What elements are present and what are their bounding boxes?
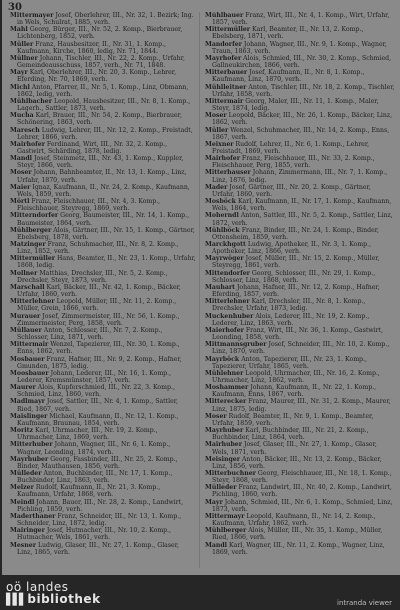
directory-entry	[205, 198, 395, 212]
entry-details: Anton, Sattler, III., Nr. 5, 2. Komp., Sattler, Linz, 1872, verh.	[212, 212, 393, 227]
directory-entry	[10, 284, 196, 298]
entry-name: Mörtl	[10, 198, 30, 206]
entry-name: Meindl	[10, 498, 35, 506]
directory-entry	[205, 341, 395, 355]
directory-entry	[205, 427, 395, 441]
entry-details: Josef, Oberlehrer, III., Nr. 32, 1. Bezirk; Ing. in Wels, Schulrat, 1885, verh.	[17, 12, 194, 27]
entry-details: Johann, Schmied, III., Nr. 6, 1. Komp., Schmied, Linz, 1873, verh.	[212, 498, 393, 513]
directory-entry	[10, 184, 196, 198]
directory-entry	[10, 127, 196, 141]
entry-name: Moosbauer	[10, 369, 49, 377]
directory-entry	[205, 470, 395, 484]
entry-details: Georg, Baumeister, III., Nr. 14, 1. Komp., Baumeister, 1864, verh.	[17, 212, 190, 227]
entry-details: Franz, Wirt, III., Nr. 36, 1. Komp., Gastwirt, Leonding, 1858, verh.	[212, 326, 384, 342]
logo-text-bottom: ▌▌▌ bibliothek	[6, 592, 101, 606]
entry-details: Leopold, Bäcker, III., Nr. 26, 1. Komp., Bäcker, Linz, 1862, verh.	[212, 112, 393, 127]
entry-details: Josef, Glaser, III., Nr. 27, 1. Komp., Glaser, Wels, 1871, verh.	[212, 441, 377, 456]
entry-details: Rudolf, Lehrer, II., Nr. 6, 1. Komp., Lehrer, Freistadt, 1869, verh.	[212, 140, 370, 155]
entry-name: Mittendorfer	[205, 269, 250, 277]
directory-entry	[10, 470, 196, 484]
entry-details: Josef, Kaufmann, II., Nr. 8, 1. Komp., Kaufmann, Linz, 1870, verh.	[212, 69, 365, 84]
entry-details: Anton, Bäcker, III., Nr. 13, 2. Komp., Bäcker, Linz, 1856, verh.	[212, 455, 382, 470]
logo-bars-icon: ▌▌▌	[6, 593, 26, 606]
entry-details: Karl, Oberlehrer, III., Nr. 20, 3. Komp., Lehrer, Eferding, Nr. 70, 1869, verh.	[17, 69, 177, 84]
entry-details: Ludwig, Lehrer, III., Nr. 12, 2. Komp., Freistadt, Lehrer, 1866, verh.	[17, 126, 193, 141]
entry-name: Mühlberger	[205, 527, 247, 535]
entry-name: Mollner	[10, 269, 38, 277]
entry-name: Mayr	[10, 69, 28, 77]
entry-name: Muckenhuber	[205, 312, 254, 320]
entry-name: Mittmannsgruber	[205, 341, 267, 349]
directory-entry	[205, 26, 395, 40]
directory-entry	[10, 413, 196, 427]
directory-entry	[10, 356, 196, 370]
entry-name: Müllner	[10, 54, 38, 62]
entry-name: Mittermayer	[10, 12, 54, 19]
entry-name: Mittermair	[205, 97, 244, 105]
entry-name: Mittermüller	[10, 255, 56, 263]
directory-entry	[10, 84, 196, 98]
entry-name: Müller	[205, 126, 229, 134]
entry-name: Mülleder	[10, 470, 42, 477]
entry-name: Moherndl	[205, 212, 239, 220]
directory-entry	[205, 441, 395, 455]
entry-details: Ludwig, Apotheker, II., Nr. 3, 1. Komp., Apotheker, Linz, 1866, verh.	[212, 241, 372, 256]
entry-details: Alois, Lederer, III., Nr. 19, 2. Komp., Lederer, Linz, 1863, verh.	[212, 312, 370, 327]
entry-name: Maierhofer	[205, 326, 244, 334]
directory-entry	[205, 212, 395, 226]
entry-name: Mitterhauser	[205, 169, 251, 177]
entry-details: Josef, Zimmermeister, III., Nr. 56, 1. Komp., Zimmermeister, Perg, 1858, verh.	[17, 312, 180, 327]
entry-details: Michael, Kaufmann, II., Nr. 12, 1. Komp., Kaufmann, Braunau, 1854, verh.	[17, 412, 179, 427]
entry-name: Mandl	[10, 155, 33, 163]
directory-entry	[10, 341, 196, 355]
entry-name: Mitterhuber	[10, 441, 53, 449]
entry-details: Wenzel, Tapezierer, III., Nr. 30, 1. Komp., Enns, 1862, verh.	[17, 341, 180, 356]
entry-details: Matthias, Drechsler, III., Nr. 5, 2. Komp., Drechsler, Steyr, 1873, verh.	[17, 269, 168, 284]
entry-name: Mosbauer	[10, 355, 45, 363]
entry-name: Mauhart	[205, 283, 235, 291]
entry-details: Johann, Bauer, III., Nr. 28, 2. Komp., Landwirt, Pichling, 1859, verh.	[17, 498, 184, 513]
entry-name: Mahl	[10, 26, 28, 34]
directory-entry	[10, 527, 196, 541]
entry-details: Johann, Wagner, III., Nr. 6, 1. Komp., Wagner, Leonding, 1874, verh.	[17, 441, 171, 456]
entry-name: Marckhgott	[205, 241, 246, 248]
directory-entry	[205, 55, 395, 69]
directory-entry	[205, 69, 395, 83]
entry-details: Josef, Steinmetz, III., Nr. 43, 1. Komp., Kuppler, Steyr, 1866, verh.	[17, 155, 184, 170]
entry-details: Georg, Fleischhauer, III., Nr. 18, 1. Komp., Steyr, 1868, verh.	[212, 470, 392, 485]
entry-name: Mandl	[205, 541, 228, 549]
entry-details: Anton, Tischler, III., Nr. 18, 2. Komp., Tischler, Urfahr, 1858, verh.	[212, 83, 395, 98]
directory-entry	[205, 527, 395, 541]
entry-details: Leopold, Hausbesitzer, III., Nr. 8, 1. Komp., Lagerh., Sattler, 1873, verh.	[17, 97, 191, 113]
entry-name: Mitterecker	[205, 398, 247, 406]
entry-details: Leopold, Müller, III., Nr. 11, 2. Komp., Müller, Grein, 1866, verh.	[17, 298, 177, 313]
entry-name: Maier	[10, 183, 31, 191]
entry-details: Johann, Lederer, III., Nr. 16, 1. Komp., Lederer, Kremsmünster, 1857, verh.	[17, 369, 172, 384]
entry-name: Mitterlehner	[10, 298, 55, 306]
directory-entry	[205, 255, 395, 269]
directory-entry	[10, 12, 196, 26]
entry-name: Mucha	[10, 112, 34, 120]
directory-entry	[205, 270, 395, 284]
entry-name: Mayrhofer	[205, 54, 242, 62]
entry-name: Mairhofer	[205, 155, 240, 163]
directory-entry	[10, 69, 196, 83]
entry-details: Franz, Hafner, III., Nr. 9, 2. Komp., Hafner, Gmunden, 1875, ledig.	[17, 355, 182, 370]
directory-entry	[10, 55, 196, 69]
column-divider	[199, 12, 200, 568]
entry-name: Maislinger	[10, 412, 48, 420]
entry-details: Franz, Wirt, III., Nr. 4, 1. Komp., Wirt, Urfahr, 1857, verh.	[212, 12, 390, 27]
viewer-credit[interactable]: intranda viewer	[337, 599, 392, 607]
entry-details: Alois, Gärtner, III., Nr. 15, 1. Komp., Gärtner, Ebelsberg, 1878, verh.	[17, 226, 195, 241]
entry-name: Maresch	[10, 126, 40, 134]
directory-entry	[10, 241, 196, 255]
entry-details: Johann, Kaufmann, II., Nr. 22, 1. Komp., Kaufmann, Enns, 1867, verh.	[212, 384, 377, 399]
entry-name: Mayrböck	[205, 355, 240, 363]
entry-name: Mayrhuber	[205, 427, 244, 435]
entry-details: Johann, Zimmermann, III., Nr. 7, 1. Komp., Linz, 1876, ledig.	[212, 169, 388, 184]
entry-name: Mühlehner	[205, 369, 244, 377]
entry-name: Moshammer	[205, 384, 249, 392]
entry-name: Moser	[10, 169, 32, 177]
directory-entry	[10, 499, 196, 513]
entry-name: Moser	[205, 112, 227, 120]
directory-entry	[205, 127, 395, 141]
directory-entry	[10, 370, 196, 384]
entry-name: Mosböck	[205, 198, 236, 206]
directory-entry	[205, 356, 395, 370]
entry-details: Josef, Schneider, III., Nr. 10, 2. Komp., Linz, 1870, verh.	[212, 341, 390, 356]
text-column-right	[205, 12, 395, 568]
entry-name: Mitterndorfer	[10, 212, 59, 220]
entry-details: Karl, Bäcker, III., Nr. 42, 1. Komp., Bäcker, Urfahr, 1860, verh.	[17, 283, 181, 299]
directory-entry	[10, 98, 196, 112]
directory-entry	[205, 542, 395, 556]
logo-text-top: oö landes	[6, 580, 69, 594]
entry-details: Alois, Schmied, III., Nr. 30, 2. Komp., Schmied, Gallneukirchen, 1866, verh.	[212, 54, 392, 70]
entry-name: Moser	[205, 412, 227, 420]
entry-name: Müllauer	[10, 326, 42, 334]
entry-name: Müller	[10, 40, 34, 48]
directory-entry	[10, 212, 196, 226]
directory-entry	[10, 542, 196, 556]
entry-details: Franz, Schuhmacher, III., Nr. 8, 2. Komp., Linz, 1852, verh.	[17, 241, 179, 256]
entry-name: Mühlbacher	[10, 97, 52, 105]
entry-name: Mittermair	[10, 341, 49, 349]
viewer-footer	[0, 575, 400, 610]
entry-name: Meixner	[205, 140, 234, 148]
entry-name: Mesner	[10, 541, 36, 549]
directory-entry	[10, 198, 196, 212]
entry-name: Marschall	[10, 283, 45, 291]
entry-name: Madlmayr	[10, 398, 45, 406]
entry-name: Meisinger	[205, 455, 240, 463]
entry-details: Johann, Tischler, III., Nr. 22, 2. Komp., Urfahr, Gemeindeausschuss, 1857, verh., Nr. 71, 1848.	[17, 54, 185, 70]
entry-name: Mitterbauer	[205, 69, 248, 77]
entry-details: Leopold, Kaufmann, II., Nr. 14, 2. Komp., Kaufmann, Urfahr, 1862, verh.	[212, 512, 376, 528]
entry-details: Karl, Kaufmann, II., Nr. 17, 1. Komp., Kaufmann, Wels, 1864, verh.	[212, 198, 392, 213]
entry-name: Mitterlehner	[205, 298, 250, 306]
directory-entry	[10, 227, 196, 241]
entry-details: Alois, Müller, III., Nr. 35, 1. Komp., Müller, Ried, 1866, verh.	[212, 527, 383, 542]
entry-details: Georg, Fassbinder, III., Nr. 25, 2. Komp., Binder, Mauthausen, 1856, verh.	[17, 455, 178, 470]
directory-entry	[205, 298, 395, 312]
entry-name: Maurer	[10, 384, 36, 392]
entry-name: Mühlleitner	[205, 83, 247, 91]
entry-details: Karl, Buchbinder, III., Nr. 21, 2. Komp., Buchbinder, Linz, 1864, verh.	[212, 427, 369, 442]
directory-entry	[10, 155, 196, 169]
entry-details: Rudolf, Beamter, II., Nr. 9, 1. Komp., Beamter, Urfahr, 1859, verh.	[212, 412, 374, 427]
entry-details: Karl, Beamter, II., Nr. 13, 2. Komp., Ebelsberg, 1871, verh.	[212, 26, 364, 41]
entry-name: Mühlböck	[205, 226, 240, 234]
entry-details: Josef, Hutmacher, III., Nr. 10, 2. Komp., Hutmacher, Wels, 1861, verh.	[17, 527, 172, 542]
entry-details: Alois, Kupferschmied, III., Nr. 22, 3. Komp., Schmied, Linz, 1860, verh.	[17, 384, 175, 399]
directory-entry	[10, 298, 196, 312]
directory-entry	[205, 384, 395, 398]
entry-details: Karl, Uhrmacher, III., Nr. 19, 2. Komp., Uhrmacher, Linz, 1869, verh.	[17, 427, 158, 442]
directory-entry	[205, 513, 395, 527]
entry-details: Franz, Binder, III., Nr. 24, 1. Komp., Binder, Ottensheim, 1859, verh.	[212, 226, 379, 241]
entry-name: Matzinger	[10, 241, 46, 248]
entry-name: Mittermayr	[205, 512, 245, 520]
directory-entry	[10, 141, 196, 155]
entry-details: Franz, Landwirt, III., Nr. 40, 2. Komp., Landwirt, Pichling, 1860, verh.	[212, 484, 392, 499]
directory-entry	[205, 112, 395, 126]
entry-details: Johann, Hafner, III., Nr. 12, 2. Komp., Hafner, Eferding, 1857, verh.	[212, 283, 380, 299]
entry-name: Moritz	[10, 427, 33, 435]
entry-name: Mayrwöger	[205, 255, 244, 263]
directory-entry	[10, 398, 196, 412]
directory-entry	[10, 327, 196, 341]
entry-details: Johann, Wagner, III., Nr. 9, 1. Komp., Wagner, Traun, 1863, verh.	[212, 40, 387, 55]
directory-entry	[10, 313, 196, 327]
entry-details: Karl, Drechsler, III., Nr. 8, 1. Komp., Drechsler, Urfahr, 1873, ledig.	[212, 298, 366, 313]
entry-details: Franz, Maurer, III., Nr. 31, 2. Komp., Maurer, Linz, 1875, ledig.	[212, 398, 391, 413]
entry-name: Murauer	[10, 312, 41, 320]
page-number: 30	[8, 2, 22, 13]
directory-entry	[205, 41, 395, 55]
directory-entry	[205, 398, 395, 412]
entry-details: Anton, Tapezierer, III., Nr. 23, 1. Komp., Tapezierer, Urfahr, 1865, verh.	[212, 355, 367, 370]
directory-entry	[10, 255, 196, 269]
directory-entry	[205, 241, 395, 255]
directory-entry	[205, 499, 395, 513]
entry-details: Ignaz, Kaufmann, II., Nr. 24, 2. Komp., Kaufmann, Wels, 1859, verh.	[17, 183, 190, 198]
entry-name: Mairhuber	[205, 441, 242, 449]
directory-entry	[205, 413, 395, 427]
directory-entry	[10, 456, 196, 470]
directory-entry	[10, 270, 196, 284]
directory-entry	[10, 41, 196, 55]
entry-name: Mühlberger	[10, 226, 52, 234]
directory-entry	[205, 98, 395, 112]
directory-entry	[10, 169, 196, 183]
text-column-left	[10, 12, 196, 568]
entry-details: Georg, Schlosser, III., Nr. 29, 1. Komp., Schlosser, Linz, 1868, verh.	[212, 269, 376, 284]
directory-entry	[205, 313, 395, 327]
entry-details: Leopold, Uhrmacher, III., Nr. 16, 2. Komp., Uhrmacher, Linz, 1862, verh.	[212, 369, 380, 384]
entry-details: Karl, Brauer, III., Nr. 54, 2. Komp., Bierbrauer, Schönering, 1863, verh.	[17, 112, 182, 127]
entry-details: Franz, Fleischhauer, III., Nr. 4, 3. Komp., Fleischhauer, Steyregg, 1869, verh.	[17, 198, 161, 213]
directory-entry	[205, 456, 395, 470]
entry-details: Hans, Beamter, II., Nr. 23, 1. Komp., Urfahr, 1868, ledig.	[17, 255, 196, 270]
library-logo[interactable]	[6, 581, 101, 606]
entry-details: Franz, Schneider, III., Nr. 13, 1. Komp., Schneider, Linz, 1872, ledig.	[17, 512, 182, 528]
directory-entry	[205, 227, 395, 241]
entry-name: Mitterbuchner	[205, 470, 256, 477]
entry-details: Georg, Bürger, III., Nr. 52, 2. Komp., Bierbrauer, Lichtenberg, 1852, verh.	[17, 26, 183, 41]
directory-entry	[10, 441, 196, 455]
directory-entry	[205, 484, 395, 498]
directory-entry	[205, 12, 395, 26]
entry-details: Anton, Buchbinder, III., Nr. 17, 1. Komp., Buchbinder, Linz, 1863, verh.	[17, 470, 173, 485]
entry-details: Rudolf, Kaufmann, II., Nr. 21, 3. Komp., Kaufmann, Urfahr, 1868, verh.	[17, 484, 161, 499]
directory-entry	[205, 327, 395, 341]
directory-entry	[10, 513, 196, 527]
entry-details: Johann, Bahnbeamter, II., Nr. 13, 1. Komp., Linz, Urfahr, 1870, verh.	[17, 169, 187, 184]
entry-details: Josef, Müller, III., Nr. 15, 2. Komp., Müller, Steyregg, 1861, verh.	[212, 255, 380, 270]
directory-entry	[205, 284, 395, 298]
entry-details: Josef, Gärtner, III., Nr. 20, 2. Komp., Gärtner, Urfahr, 1860, verh.	[212, 183, 371, 198]
entry-details: Ferdinand, Wirt, III., Nr. 32, 2. Komp., Gastwirt, Schärding, 1878, ledig.	[17, 140, 168, 155]
directory-entry	[205, 184, 395, 198]
entry-details: Anton, Schlosser, III., Nr. 7, 2. Komp., Schlosser, Linz, 1871, verh.	[17, 326, 163, 342]
entry-details: Georg, Maler, III., Nr. 11, 1. Komp., Maler, Steyr, 1874, ledig.	[212, 97, 379, 113]
directory-entry	[205, 141, 395, 155]
entry-name: Mader	[205, 183, 228, 191]
entry-name: Mandorfer	[205, 40, 242, 48]
directory-entry	[205, 370, 395, 384]
entry-details: Karl, Wagner, III., Nr. 11, 2. Komp., Wagner, Linz, 1869, verh.	[212, 541, 385, 556]
entry-details: Franz, Fleischhauer, III., Nr. 33, 2. Komp., Fleischhauer, Perg, 1855, verh.	[212, 155, 375, 170]
directory-entry	[10, 26, 196, 40]
directory-entry	[10, 427, 196, 441]
entry-name: Mülleder	[205, 484, 237, 492]
entry-name: Mairhofer	[10, 140, 45, 148]
scanned-page	[2, 0, 400, 575]
entry-details: Josef, Sattler, III., Nr. 4, 1. Komp., Sattler, Ried, 1867, verh.	[17, 398, 179, 413]
entry-details: Wenzel, Schuhmacher, III., Nr. 14, 2. Komp., Enns, 1867, verh.	[212, 126, 390, 141]
entry-details: Anton, Pfarrer, II., Nr. 5, 1. Komp., Linz, Obmann, 1862, ledig, verh.	[17, 83, 189, 98]
entry-name: Melzer	[10, 484, 34, 492]
entry-name: Maderthaner	[10, 512, 56, 520]
entry-name: Mairinger	[10, 527, 45, 535]
entry-details: Ludwig, Glaser, III., Nr. 27, 1. Komp., Glaser, Linz, 1865, verh.	[17, 541, 179, 556]
entry-name: Mayr	[205, 498, 223, 506]
entry-name: Mayrhuber	[10, 455, 49, 463]
entry-name: Mühlbauer	[205, 12, 244, 19]
directory-entry	[10, 484, 196, 498]
directory-entry	[205, 155, 395, 169]
directory-entry	[205, 84, 395, 98]
entry-name: Michl	[10, 83, 30, 91]
entry-name: Mittermüller	[205, 26, 251, 34]
directory-entry	[10, 384, 196, 398]
directory-entry	[205, 169, 395, 183]
entry-details: Franz, Hausbesitzer, II., Nr. 31, 1. Komp., Kaufmann, Kirche, 1860, ledig, Nr. 71, 1844.	[17, 40, 167, 55]
directory-entry	[10, 112, 196, 126]
